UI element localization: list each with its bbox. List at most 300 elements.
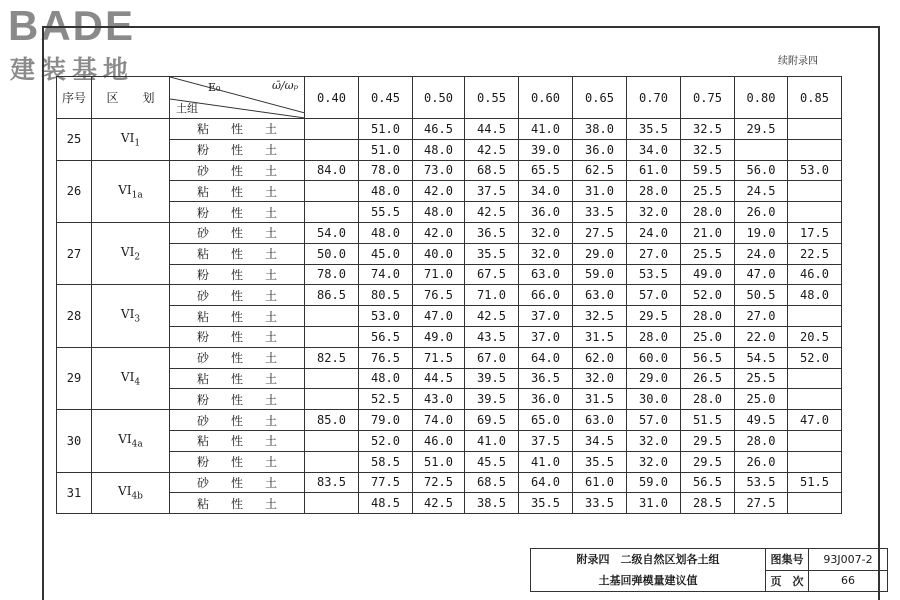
- modulus-value: 37.0: [519, 306, 573, 327]
- modulus-value: 28.0: [681, 202, 735, 223]
- modulus-value: 29.5: [735, 119, 788, 140]
- modulus-value: 51.5: [788, 472, 842, 493]
- region-code-base: VI: [118, 182, 132, 197]
- soil-type-char: 土: [264, 351, 277, 366]
- modulus-value: 82.5: [305, 347, 359, 368]
- soil-type-char: 土: [264, 247, 277, 262]
- modulus-value: [305, 389, 359, 410]
- modulus-value: 56.5: [359, 326, 413, 347]
- modulus-value: [788, 368, 842, 389]
- title-line-2: 土基回弹模量建议值: [598, 574, 698, 587]
- modulus-value: 65.0: [519, 410, 573, 431]
- modulus-value: 35.5: [465, 243, 519, 264]
- serial-number: 27: [57, 222, 92, 284]
- modulus-value: [788, 493, 842, 514]
- region-code-subscript: 4b: [131, 491, 143, 502]
- modulus-value: 61.0: [627, 160, 681, 181]
- modulus-value: [305, 430, 359, 451]
- soil-type-char: 土: [264, 288, 277, 303]
- serial-number: 31: [57, 472, 92, 514]
- modulus-value: 21.0: [681, 222, 735, 243]
- soil-type-char: 粘: [196, 434, 209, 449]
- modulus-value: 28.0: [681, 306, 735, 327]
- modulus-value: 34.0: [519, 181, 573, 202]
- soil-type: [170, 389, 305, 410]
- serial-number: 25: [57, 119, 92, 161]
- modulus-value: 25.5: [681, 181, 735, 202]
- region-code-base: VI: [118, 484, 132, 499]
- modulus-value: [788, 451, 842, 472]
- modulus-value: [788, 430, 842, 451]
- soil-type: [170, 119, 305, 140]
- modulus-value: 63.0: [573, 285, 627, 306]
- modulus-value: 41.0: [519, 451, 573, 472]
- modulus-value: 42.5: [465, 139, 519, 160]
- soil-type: [170, 181, 305, 202]
- modulus-value: 44.5: [465, 119, 519, 140]
- modulus-value: 22.0: [735, 326, 788, 347]
- modulus-value: 31.5: [573, 326, 627, 347]
- serial-number: 30: [57, 410, 92, 472]
- soil-type-char: 粉: [196, 143, 209, 158]
- table-row: [57, 430, 842, 451]
- modulus-value: 36.0: [519, 389, 573, 410]
- modulus-value: 30.0: [627, 389, 681, 410]
- soil-type-char: 粉: [196, 455, 209, 470]
- soil-type-char: 粘: [196, 122, 209, 137]
- modulus-value: 72.5: [413, 472, 465, 493]
- modulus-value: 53.0: [788, 160, 842, 181]
- modulus-value: 34.0: [627, 139, 681, 160]
- modulus-value: 76.5: [413, 285, 465, 306]
- modulus-value: 43.0: [413, 389, 465, 410]
- region-code-subscript: 4: [134, 377, 141, 388]
- modulus-value: 80.5: [359, 285, 413, 306]
- modulus-value: [305, 119, 359, 140]
- soil-type: [170, 326, 305, 347]
- table-row: [57, 119, 842, 140]
- soil-type-char: 砂: [196, 475, 209, 490]
- soil-type-char: 土: [264, 455, 277, 470]
- region-code: [92, 222, 170, 284]
- header-ratio: 0.65: [573, 77, 627, 119]
- atlas-number-label: 图集号: [766, 549, 809, 571]
- header-diagonal-cell: [170, 77, 305, 119]
- modulus-value: 45.0: [359, 243, 413, 264]
- atlas-number-value: 93J007-2: [809, 549, 888, 571]
- region-code: [92, 347, 170, 409]
- soil-type-char: 性: [230, 351, 243, 366]
- soil-type: [170, 264, 305, 285]
- soil-type-char: 砂: [196, 288, 209, 303]
- table-row: [57, 243, 842, 264]
- modulus-value: 74.0: [359, 264, 413, 285]
- soil-type: [170, 472, 305, 493]
- modulus-value: 49.0: [413, 326, 465, 347]
- header-row: [57, 77, 842, 119]
- modulus-value: [305, 139, 359, 160]
- region-code-base: VI: [120, 244, 135, 259]
- soil-type: [170, 202, 305, 223]
- serial-number: 26: [57, 160, 92, 222]
- modulus-value: 36.5: [465, 222, 519, 243]
- logo-chinese-text: 建装基地: [10, 55, 135, 84]
- modulus-value: [788, 119, 842, 140]
- modulus-value: 73.0: [413, 160, 465, 181]
- modulus-value: [788, 181, 842, 202]
- soil-type-char: 性: [230, 475, 243, 490]
- modulus-value: 53.0: [359, 306, 413, 327]
- soil-type-char: 砂: [196, 226, 209, 241]
- modulus-value: 48.0: [359, 222, 413, 243]
- soil-type: [170, 306, 305, 327]
- soil-type: [170, 451, 305, 472]
- modulus-value: 41.0: [465, 430, 519, 451]
- modulus-value: 86.5: [305, 285, 359, 306]
- region-code-base: VI: [118, 432, 132, 447]
- table-row: [57, 368, 842, 389]
- soil-type-char: 粘: [196, 371, 209, 386]
- modulus-value: 68.5: [465, 472, 519, 493]
- modulus-value: 24.0: [627, 222, 681, 243]
- modulus-value: 29.5: [681, 451, 735, 472]
- modulus-value: 32.0: [627, 202, 681, 223]
- header-ratio: 0.40: [305, 77, 359, 119]
- modulus-value: 51.0: [413, 451, 465, 472]
- region-code: [92, 472, 170, 514]
- modulus-value: 64.0: [519, 347, 573, 368]
- modulus-value: 50.0: [305, 243, 359, 264]
- modulus-value: 74.0: [413, 410, 465, 431]
- modulus-value: 31.5: [573, 389, 627, 410]
- modulus-value: 59.0: [573, 264, 627, 285]
- table-row: [57, 347, 842, 368]
- modulus-value: 47.0: [735, 264, 788, 285]
- modulus-value: 67.5: [465, 264, 519, 285]
- soil-type-char: 粉: [196, 267, 209, 282]
- soil-type-char: 粘: [196, 496, 209, 511]
- region-code-base: VI: [120, 307, 135, 322]
- header-region: 区 划: [92, 77, 170, 119]
- modulus-value: 26.0: [735, 451, 788, 472]
- soil-type-char: 粉: [196, 330, 209, 345]
- header-ratio: 0.55: [465, 77, 519, 119]
- modulus-value: 50.5: [735, 285, 788, 306]
- modulus-value: 71.0: [465, 285, 519, 306]
- modulus-value: [305, 326, 359, 347]
- soil-type: [170, 243, 305, 264]
- modulus-value: 84.0: [305, 160, 359, 181]
- modulus-value: [788, 389, 842, 410]
- modulus-value: 76.5: [359, 347, 413, 368]
- modulus-value: 77.5: [359, 472, 413, 493]
- modulus-value: 48.5: [359, 493, 413, 514]
- header-modulus-label: E₀: [208, 81, 221, 94]
- modulus-value: 71.0: [413, 264, 465, 285]
- modulus-value: 51.5: [681, 410, 735, 431]
- modulus-value: 59.5: [681, 160, 735, 181]
- modulus-value: 35.5: [573, 451, 627, 472]
- region-code-subscript: 1a: [131, 189, 143, 200]
- modulus-value: 37.5: [465, 181, 519, 202]
- logo-wordmark: BADE: [8, 2, 136, 49]
- modulus-value: 46.0: [413, 430, 465, 451]
- modulus-value: 36.5: [519, 368, 573, 389]
- soil-type-char: 粘: [196, 184, 209, 199]
- soil-type-char: 性: [230, 267, 243, 282]
- modulus-value: 57.0: [627, 285, 681, 306]
- modulus-value: 85.0: [305, 410, 359, 431]
- modulus-value: 41.0: [519, 119, 573, 140]
- modulus-value: 42.5: [413, 493, 465, 514]
- modulus-value: 28.0: [627, 326, 681, 347]
- table-row: [57, 306, 842, 327]
- modulus-value: 56.0: [735, 160, 788, 181]
- modulus-value: 54.0: [305, 222, 359, 243]
- modulus-value: 29.0: [627, 368, 681, 389]
- modulus-value: 54.5: [735, 347, 788, 368]
- modulus-value: 29.0: [573, 243, 627, 264]
- modulus-value: 20.5: [788, 326, 842, 347]
- modulus-value: 27.0: [735, 306, 788, 327]
- modulus-value: 63.0: [519, 264, 573, 285]
- modulus-value: 24.0: [735, 243, 788, 264]
- modulus-value: 32.0: [627, 451, 681, 472]
- soil-type-char: 粉: [196, 392, 209, 407]
- modulus-value: 32.5: [573, 306, 627, 327]
- soil-type-char: 性: [230, 288, 243, 303]
- soil-type: [170, 139, 305, 160]
- modulus-value: 31.0: [573, 181, 627, 202]
- soil-type: [170, 493, 305, 514]
- modulus-value: 29.5: [681, 430, 735, 451]
- soil-type-char: 土: [264, 392, 277, 407]
- modulus-value: 29.5: [627, 306, 681, 327]
- modulus-value: 33.5: [573, 202, 627, 223]
- modulus-value: 32.0: [573, 368, 627, 389]
- modulus-value: 51.0: [359, 119, 413, 140]
- title-block: [530, 548, 888, 592]
- modulus-value: 65.5: [519, 160, 573, 181]
- modulus-value: 60.0: [627, 347, 681, 368]
- soil-type-char: 性: [230, 392, 243, 407]
- modulus-value: 47.0: [788, 410, 842, 431]
- soil-type-char: 土: [264, 205, 277, 220]
- modulus-value: 35.5: [519, 493, 573, 514]
- header-serial-number: 序号: [57, 77, 92, 119]
- region-code-subscript: 4a: [131, 439, 143, 450]
- modulus-value: 48.0: [359, 181, 413, 202]
- continued-label: 续附录四: [778, 56, 818, 67]
- soil-type-char: 砂: [196, 351, 209, 366]
- soil-type-char: 性: [230, 434, 243, 449]
- modulus-value: 39.5: [465, 389, 519, 410]
- modulus-value: 62.5: [573, 160, 627, 181]
- soil-type-char: 性: [230, 205, 243, 220]
- soil-type-char: 性: [230, 309, 243, 324]
- soil-type-char: 性: [230, 163, 243, 178]
- serial-number: 29: [57, 347, 92, 409]
- modulus-value: [305, 181, 359, 202]
- modulus-value: 71.5: [413, 347, 465, 368]
- modulus-value: 42.5: [465, 202, 519, 223]
- modulus-value: 31.0: [627, 493, 681, 514]
- modulus-value: 56.5: [681, 347, 735, 368]
- modulus-value: 78.0: [359, 160, 413, 181]
- soil-type-char: 性: [230, 184, 243, 199]
- modulus-value: [305, 306, 359, 327]
- modulus-table: [56, 76, 842, 514]
- modulus-value: 28.5: [681, 493, 735, 514]
- modulus-value: 66.0: [519, 285, 573, 306]
- soil-type-char: 性: [230, 143, 243, 158]
- soil-type-char: 粘: [196, 309, 209, 324]
- modulus-value: 48.0: [413, 139, 465, 160]
- table-row: [57, 160, 842, 181]
- soil-type-char: 土: [264, 475, 277, 490]
- soil-type: [170, 222, 305, 243]
- modulus-value: [305, 493, 359, 514]
- modulus-value: 83.5: [305, 472, 359, 493]
- modulus-value: 32.5: [681, 119, 735, 140]
- modulus-value: 28.0: [681, 389, 735, 410]
- modulus-value: 32.5: [681, 139, 735, 160]
- modulus-value: [788, 202, 842, 223]
- modulus-value: 63.0: [573, 410, 627, 431]
- table-row: [57, 264, 842, 285]
- header-ratio: 0.50: [413, 77, 465, 119]
- soil-type-char: 土: [264, 267, 277, 282]
- modulus-value: 52.0: [359, 430, 413, 451]
- soil-type: [170, 347, 305, 368]
- modulus-value: 46.0: [788, 264, 842, 285]
- modulus-value: 27.5: [735, 493, 788, 514]
- soil-type-char: 土: [264, 413, 277, 428]
- modulus-value: [305, 202, 359, 223]
- modulus-value: 25.5: [681, 243, 735, 264]
- soil-type-char: 粘: [196, 247, 209, 262]
- modulus-value: 32.0: [519, 222, 573, 243]
- modulus-value: [305, 451, 359, 472]
- modulus-value: 59.0: [627, 472, 681, 493]
- modulus-value: 25.5: [735, 368, 788, 389]
- modulus-value: 52.0: [788, 347, 842, 368]
- modulus-value: 48.0: [413, 202, 465, 223]
- modulus-value: 42.5: [465, 306, 519, 327]
- modulus-value: 78.0: [305, 264, 359, 285]
- modulus-value: 42.0: [413, 181, 465, 202]
- header-moisture-ratio-label: ω̄/ωₚ: [271, 79, 298, 92]
- modulus-value: 28.0: [735, 430, 788, 451]
- table-row: [57, 202, 842, 223]
- modulus-value: 68.5: [465, 160, 519, 181]
- modulus-value: 19.0: [735, 222, 788, 243]
- modulus-value: 38.0: [573, 119, 627, 140]
- page-number-label: 页 次: [766, 570, 809, 592]
- modulus-value: [788, 139, 842, 160]
- modulus-value: 69.5: [465, 410, 519, 431]
- modulus-value: 33.5: [573, 493, 627, 514]
- modulus-value: 52.5: [359, 389, 413, 410]
- modulus-value: 56.5: [681, 472, 735, 493]
- modulus-value: 67.0: [465, 347, 519, 368]
- modulus-value: 47.0: [413, 306, 465, 327]
- soil-type: [170, 160, 305, 181]
- serial-number: 28: [57, 285, 92, 347]
- soil-type-char: 砂: [196, 413, 209, 428]
- modulus-value: 26.5: [681, 368, 735, 389]
- soil-type-char: 粉: [196, 205, 209, 220]
- modulus-value: 27.0: [627, 243, 681, 264]
- modulus-value: 39.0: [519, 139, 573, 160]
- modulus-value: 24.5: [735, 181, 788, 202]
- modulus-value: 35.5: [627, 119, 681, 140]
- modulus-value: 27.5: [573, 222, 627, 243]
- table-row: [57, 139, 842, 160]
- soil-type-char: 性: [230, 330, 243, 345]
- region-code-subscript: 3: [134, 314, 141, 325]
- soil-type: [170, 368, 305, 389]
- modulus-value: 51.0: [359, 139, 413, 160]
- soil-type-char: 土: [264, 184, 277, 199]
- table-row: [57, 285, 842, 306]
- soil-type-char: 土: [264, 309, 277, 324]
- modulus-value: 40.0: [413, 243, 465, 264]
- modulus-value: 32.0: [519, 243, 573, 264]
- header-ratio: 0.75: [681, 77, 735, 119]
- modulus-value: 79.0: [359, 410, 413, 431]
- page-number-value: 66: [809, 570, 888, 592]
- soil-type-char: 性: [230, 371, 243, 386]
- modulus-value: 55.5: [359, 202, 413, 223]
- modulus-value: 28.0: [627, 181, 681, 202]
- modulus-value: 61.0: [573, 472, 627, 493]
- modulus-value: 53.5: [735, 472, 788, 493]
- modulus-value: 49.0: [681, 264, 735, 285]
- modulus-value: 25.0: [735, 389, 788, 410]
- title-line-1: 附录四 二级自然区划各土组: [576, 553, 720, 566]
- region-code: [92, 160, 170, 222]
- soil-type-char: 土: [264, 122, 277, 137]
- modulus-value: 52.0: [681, 285, 735, 306]
- drawing-title: [531, 549, 766, 592]
- soil-type-char: 土: [264, 330, 277, 345]
- modulus-value: [735, 139, 788, 160]
- table-row: [57, 326, 842, 347]
- soil-type-char: 性: [230, 455, 243, 470]
- region-code: [92, 119, 170, 161]
- table-row: [57, 472, 842, 493]
- region-code-base: VI: [120, 369, 135, 384]
- soil-type: [170, 285, 305, 306]
- modulus-value: 48.0: [359, 368, 413, 389]
- header-ratio: 0.85: [788, 77, 842, 119]
- modulus-value: [788, 306, 842, 327]
- modulus-value: 48.0: [788, 285, 842, 306]
- table-row: [57, 389, 842, 410]
- modulus-value: 38.5: [465, 493, 519, 514]
- modulus-value: 39.5: [465, 368, 519, 389]
- header-ratio: 0.80: [735, 77, 788, 119]
- modulus-value: 43.5: [465, 326, 519, 347]
- soil-type-char: 性: [230, 413, 243, 428]
- region-code-subscript: 1: [134, 137, 141, 148]
- soil-type-char: 土: [264, 163, 277, 178]
- modulus-value: 44.5: [413, 368, 465, 389]
- soil-type-char: 土: [264, 143, 277, 158]
- modulus-value: 17.5: [788, 222, 842, 243]
- soil-type-char: 性: [230, 247, 243, 262]
